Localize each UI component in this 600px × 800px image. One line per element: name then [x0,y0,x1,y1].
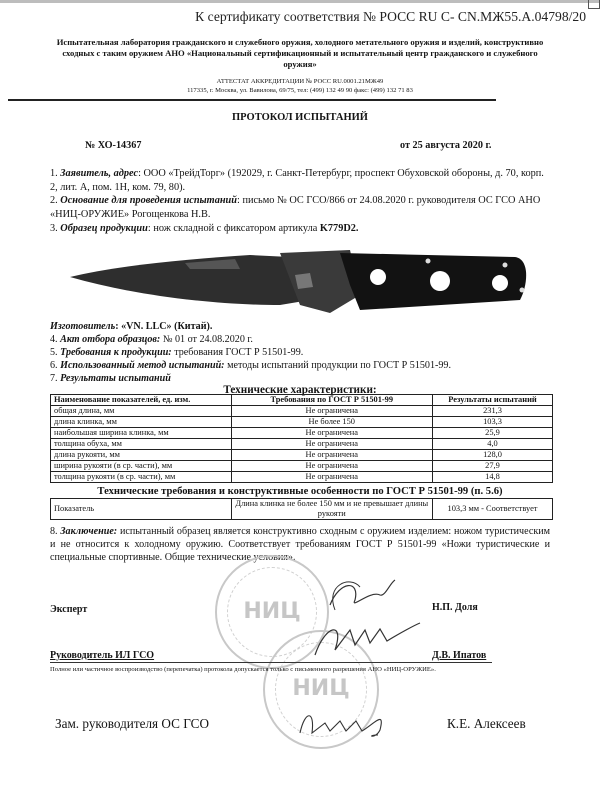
deputy-name: К.Е. Алексеев [447,716,526,731]
table-header-row [51,395,553,406]
table-cell: 128,0 [433,450,553,461]
section-number: 1. [50,168,61,179]
column-header: Требования по ГОСТ Р 51501-99 [231,395,432,406]
table-cell: толщина обуха, мм [51,439,232,450]
requirements-table [50,498,553,520]
header-divider [8,99,496,101]
section-number: 4. [50,334,61,345]
tech-table-title: Технические характеристики: [223,384,377,396]
table-cell: Длина клинка не более 150 мм и не превышает длины рукояти [231,499,432,520]
knife-image [60,245,540,320]
table-cell: 103,3 мм - Соответствует [433,499,553,520]
section-requirements [50,346,550,360]
accreditation-number: АТТЕСТАТ АККРЕДИТАЦИИ № РОСС RU.0001.21МЖ49 [216,78,384,85]
section-label: Заявитель, адрес [60,168,139,179]
top-border [0,0,600,3]
conclusion [50,525,550,565]
stamp-text: НИЦ [292,675,350,701]
section-text: методы испытаний продукции по ГОСТ Р 51501-99. [224,360,451,371]
accreditation-block [60,77,540,95]
protocol-date: от 25 августа 2020 г. [400,140,492,151]
table-cell: 14,8 [433,472,553,483]
section-number: 7. [50,373,61,384]
table-row [51,417,553,428]
signature-divider [50,662,492,663]
table-cell: Не ограничена [231,406,432,417]
table-row [51,499,553,520]
expert-name: Н.П. Доля [432,602,478,613]
table-cell: общая длина, мм [51,406,232,417]
table-cell: толщина рукояти (в ср. части), мм [51,472,232,483]
lab-address: 117335, г. Москва, ул. Вавилова, 69/75, тел: (499) 132 49 90 факс: (499) 132 71 83 [187,87,413,94]
section-text: : «VN. LLC» (Китай). [115,321,213,332]
section-label: Заключение: [60,526,118,537]
corner-mark [588,0,600,9]
section-label: Основание для проведения испытаний [60,195,238,206]
table-cell: длина клинка, мм [51,417,232,428]
table-row [51,472,553,483]
section-sample [50,222,550,236]
expert-label: Эксперт [50,604,88,615]
section-text: : нож складной с фиксатором артикула [147,223,320,234]
stamp-text: НИЦ [243,598,301,624]
protocol-title: ПРОТОКОЛ ИСПЫТАНИЙ [232,112,368,123]
section-text: испытанный образец является конструктивно сходным с оружием изделием: ножом туристическим и не относится к холодному оружию. Соответствует требованиям ГОСТ Р 51501-99 «Ножи туристические и специальные спортивные. Общие технические условия». [50,526,551,564]
section-text: № 01 от 24.08.2020 г. [160,334,253,345]
table-cell: длина рукояти, мм [51,450,232,461]
section-label: Результаты испытаний [60,373,171,384]
section-text: : ООО «ТрейдТорг» (192029, г. Санкт-Петербург, проспект Обуховской обороны, д. 70, корп. 2, лит. А, пом. 1Н, ком. 79, 80). [50,168,544,193]
table-cell: Не ограничена [231,439,432,450]
section-number: 8. [50,526,61,537]
section-label: Требования к продукции: [60,347,172,358]
section-text: требования ГОСТ Р 51501-99. [171,347,304,358]
table-cell: Показатель [51,499,232,520]
table-cell: ширина рукояти (в ср. части), мм [51,461,232,472]
table-cell: наибольшая ширина клинка, мм [51,428,232,439]
deputy-signature [290,705,400,745]
section-number: 3. [50,223,61,234]
section-sampling-act [50,333,550,347]
table-row [51,450,553,461]
section-number: 2. [50,195,61,206]
table-cell: Не ограничена [231,428,432,439]
table-cell: 27,9 [433,461,553,472]
section-basis [50,194,550,221]
column-header: Результаты испытаний [433,395,553,406]
table-row [51,406,553,417]
table-cell: 25,9 [433,428,553,439]
section-text: : письмо № ОС ГСО/866 от 24.08.2020 г. руководителя ОС ГСО АНО «НИЦ-ОРУЖИЕ» Рогощенкова Н.В. [50,195,541,220]
table-cell: Не ограничена [231,450,432,461]
protocol-number: № ХО-14367 [85,140,142,151]
table-row [51,439,553,450]
certificate-reference: К сертификату соответствия № РОСС RU С- CN.МЖ55.А.04798/20 [195,9,586,24]
chief-name: Д.В. Ипатов [432,650,487,661]
article-number: K779D2. [319,223,359,234]
column-header: Наименование показателей, ед. изм. [51,395,232,406]
table-cell: Не ограничена [231,472,432,483]
section-method [50,359,550,373]
table-cell: Не ограничена [231,461,432,472]
section-manufacturer [50,320,550,334]
table-row [51,428,553,439]
section-label: Использованный метод испытаний: [60,360,225,371]
tech-characteristics-table [50,394,553,483]
table-row [51,461,553,472]
requirements-table-title: Технические требования и конструктивные особенности по ГОСТ Р 51501-99 (п. 5.6) [97,486,503,497]
table-cell: Не более 150 [231,417,432,428]
table-cell: 231,3 [433,406,553,417]
expert-signature [320,575,400,615]
section-label: Образец продукции [60,223,148,234]
chief-signature [305,615,425,660]
reproduction-notice: Полное или частичное воспроизводство (перепечатка) протокола допускается только с письменного разрешения АНО «НИЦ-ОРУЖИЕ». [50,666,436,673]
lab-name: Испытательная лаборатория гражданского и служебного оружия, холодного метательного оружия и изделий, конструктивно сходных с таким оружием АНО «Национальный сертификационный и испытательный центр гражданского и служебного оружия» [56,37,544,70]
section-label: Изготовитель [50,321,116,332]
table-cell: 4,0 [433,439,553,450]
chief-label: Руководитель ИЛ ГСО [50,650,155,661]
section-applicant [50,167,550,194]
table-cell: 103,3 [433,417,553,428]
section-label: Акт отбора образцов: [60,334,161,345]
section-number: 6. [50,360,61,371]
deputy-label: Зам. руководителя ОС ГСО [55,716,209,731]
section-number: 5. [50,347,61,358]
